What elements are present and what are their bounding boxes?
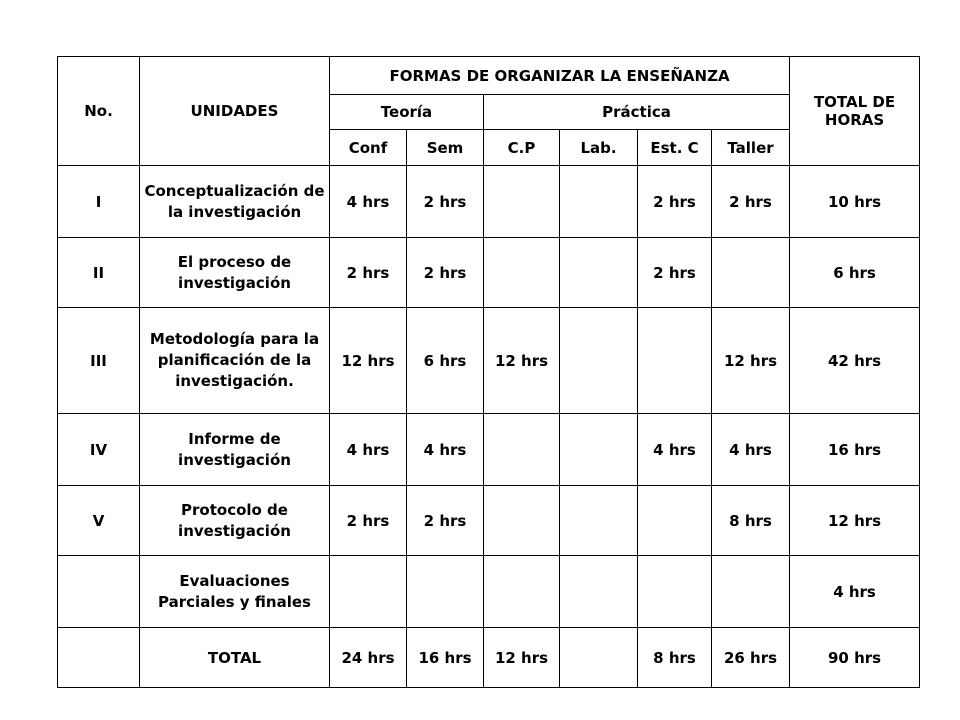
cell-no: II [58,238,140,308]
cell-estc [638,308,712,414]
cell-lab [560,486,638,556]
cell-unidad: Metodología para la planificación de la investigación. [140,308,330,414]
hours-table [57,56,920,688]
cell-no: V [58,486,140,556]
header-lab: Lab. [560,130,638,166]
table-row [58,556,920,628]
total-conf: 24 hrs [330,628,407,688]
cell-sem [407,556,484,628]
cell-no: I [58,166,140,238]
header-row-1 [58,57,920,95]
cell-conf [330,556,407,628]
cell-unidad: Protocolo de investigación [140,486,330,556]
cell-no [58,556,140,628]
cell-total: 42 hrs [790,308,920,414]
cell-estc: 2 hrs [638,166,712,238]
total-cp: 12 hrs [484,628,560,688]
cell-conf: 2 hrs [330,486,407,556]
cell-conf: 2 hrs [330,238,407,308]
cell-unidad: Conceptualización de la investigación [140,166,330,238]
cell-estc [638,486,712,556]
cell-estc: 4 hrs [638,414,712,486]
header-practica: Práctica [484,95,790,130]
total-taller: 26 hrs [712,628,790,688]
table-row [58,308,920,414]
cell-lab [560,556,638,628]
header-unidades: UNIDADES [140,57,330,166]
cell-lab [560,166,638,238]
header-cp: C.P [484,130,560,166]
table-row [58,414,920,486]
cell-cp [484,238,560,308]
cell-total: 12 hrs [790,486,920,556]
cell-no [58,628,140,688]
table-row [58,238,920,308]
cell-sem: 6 hrs [407,308,484,414]
header-taller: Taller [712,130,790,166]
cell-cp [484,556,560,628]
header-total-horas: TOTAL DE HORAS [790,57,920,166]
cell-unidad: Informe de investigación [140,414,330,486]
cell-total: 4 hrs [790,556,920,628]
cell-taller [712,556,790,628]
header-teoria: Teoría [330,95,484,130]
cell-lab [560,308,638,414]
cell-unidad: El proceso de investigación [140,238,330,308]
cell-conf: 12 hrs [330,308,407,414]
cell-cp: 12 hrs [484,308,560,414]
cell-taller [712,238,790,308]
cell-sem: 4 hrs [407,414,484,486]
cell-conf: 4 hrs [330,166,407,238]
cell-unidad: Evaluaciones Parciales y finales [140,556,330,628]
cell-total: 6 hrs [790,238,920,308]
total-lab [560,628,638,688]
cell-no: III [58,308,140,414]
header-no: No. [58,57,140,166]
cell-taller: 4 hrs [712,414,790,486]
cell-sem: 2 hrs [407,238,484,308]
cell-cp [484,166,560,238]
totals-label: TOTAL [140,628,330,688]
cell-cp [484,486,560,556]
cell-lab [560,414,638,486]
table-row [58,166,920,238]
total-total: 90 hrs [790,628,920,688]
cell-total: 10 hrs [790,166,920,238]
total-sem: 16 hrs [407,628,484,688]
cell-estc: 2 hrs [638,238,712,308]
cell-sem: 2 hrs [407,166,484,238]
cell-estc [638,556,712,628]
table-row [58,486,920,556]
header-sem: Sem [407,130,484,166]
header-formas: FORMAS DE ORGANIZAR LA ENSEÑANZA [330,57,790,95]
header-estc: Est. C [638,130,712,166]
cell-no: IV [58,414,140,486]
cell-conf: 4 hrs [330,414,407,486]
cell-taller: 2 hrs [712,166,790,238]
cell-total: 16 hrs [790,414,920,486]
cell-lab [560,238,638,308]
cell-taller: 8 hrs [712,486,790,556]
total-estc: 8 hrs [638,628,712,688]
cell-cp [484,414,560,486]
header-conf: Conf [330,130,407,166]
cell-taller: 12 hrs [712,308,790,414]
cell-sem: 2 hrs [407,486,484,556]
totals-row [58,628,920,688]
